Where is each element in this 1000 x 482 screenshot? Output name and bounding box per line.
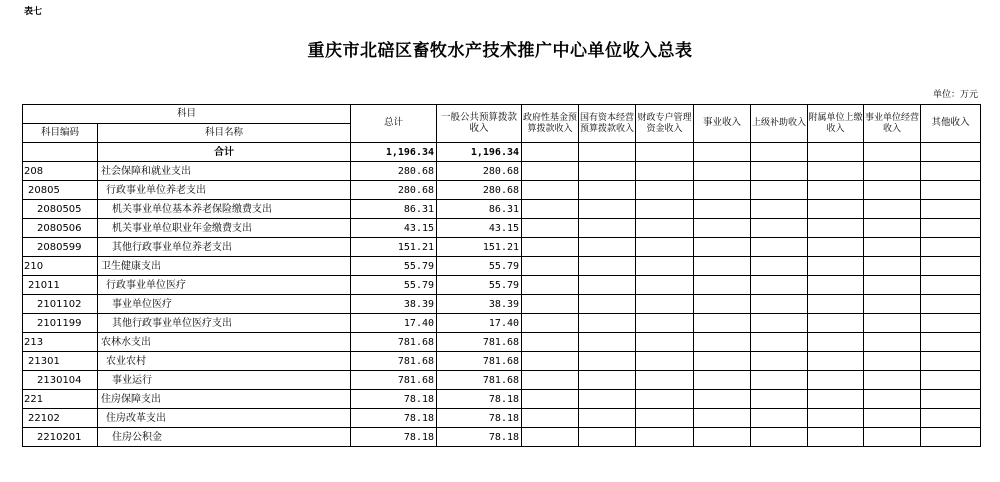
empty-cell — [864, 428, 921, 447]
table-row — [23, 295, 981, 314]
total-cell — [522, 143, 579, 162]
header-row-top — [23, 105, 981, 124]
empty-cell — [864, 276, 921, 295]
empty-cell — [864, 219, 921, 238]
subject-code: 2101199 — [23, 314, 98, 333]
subject-name: 住房改革支出 — [98, 409, 351, 428]
empty-cell — [522, 276, 579, 295]
empty-cell — [694, 409, 751, 428]
income-summary-table — [22, 104, 981, 447]
table-row — [23, 181, 981, 200]
empty-cell — [636, 409, 694, 428]
total-cell — [694, 143, 751, 162]
empty-cell — [921, 428, 981, 447]
empty-cell — [522, 295, 579, 314]
general-budget-value: 43.15 — [437, 219, 522, 238]
total-value: 78.18 — [351, 390, 437, 409]
header-superior-subsidy: 上级补助收入 — [751, 105, 808, 143]
total-value: 38.39 — [351, 295, 437, 314]
total-value: 781.68 — [351, 371, 437, 390]
empty-cell — [694, 257, 751, 276]
general-budget-value: 55.79 — [437, 276, 522, 295]
total-general-budget: 1,196.34 — [437, 143, 522, 162]
total-cell — [808, 143, 864, 162]
header-operating: 事业单位经营收入 — [864, 105, 921, 143]
empty-cell — [751, 276, 808, 295]
empty-cell — [808, 409, 864, 428]
total-value: 151.21 — [351, 238, 437, 257]
subject-code: 221 — [23, 390, 98, 409]
empty-cell — [751, 200, 808, 219]
general-budget-value: 280.68 — [437, 181, 522, 200]
empty-cell — [808, 200, 864, 219]
empty-cell — [579, 219, 636, 238]
empty-cell — [751, 314, 808, 333]
subject-name: 农业农村 — [98, 352, 351, 371]
empty-cell — [864, 200, 921, 219]
empty-cell — [636, 200, 694, 219]
empty-cell — [636, 219, 694, 238]
total-label: 合计 — [98, 143, 351, 162]
empty-cell — [694, 276, 751, 295]
empty-cell — [694, 200, 751, 219]
empty-cell — [579, 390, 636, 409]
empty-cell — [808, 352, 864, 371]
subject-name: 机关事业单位基本养老保险缴费支出 — [98, 200, 351, 219]
header-subject: 科目 — [23, 105, 351, 124]
empty-cell — [522, 428, 579, 447]
subject-name: 住房公积金 — [98, 428, 351, 447]
empty-cell — [808, 295, 864, 314]
general-budget-value: 280.68 — [437, 162, 522, 181]
empty-cell — [808, 428, 864, 447]
header-state-capital: 国有资本经营预算拨款收入 — [579, 105, 636, 143]
subject-code: 20805 — [23, 181, 98, 200]
subject-code: 2210201 — [23, 428, 98, 447]
empty-cell — [694, 390, 751, 409]
total-value: 55.79 — [351, 257, 437, 276]
general-budget-value: 781.68 — [437, 352, 522, 371]
empty-cell — [522, 409, 579, 428]
empty-cell — [579, 162, 636, 181]
general-budget-value: 17.40 — [437, 314, 522, 333]
empty-cell — [694, 219, 751, 238]
empty-cell — [751, 219, 808, 238]
total-row — [23, 143, 981, 162]
subject-name: 其他行政事业单位养老支出 — [98, 238, 351, 257]
empty-cell — [751, 162, 808, 181]
empty-cell — [921, 314, 981, 333]
empty-cell — [808, 276, 864, 295]
subject-code: 21301 — [23, 352, 98, 371]
header-business: 事业收入 — [694, 105, 751, 143]
empty-cell — [694, 333, 751, 352]
empty-cell — [751, 295, 808, 314]
subject-code: 213 — [23, 333, 98, 352]
general-budget-value: 86.31 — [437, 200, 522, 219]
subject-name: 机关事业单位职业年金缴费支出 — [98, 219, 351, 238]
total-total: 1,196.34 — [351, 143, 437, 162]
empty-cell — [751, 371, 808, 390]
empty-cell — [579, 428, 636, 447]
table-row — [23, 219, 981, 238]
empty-cell — [522, 371, 579, 390]
empty-cell — [636, 257, 694, 276]
empty-cell — [921, 238, 981, 257]
empty-cell — [864, 257, 921, 276]
empty-cell — [921, 390, 981, 409]
empty-cell — [636, 428, 694, 447]
header-gov-fund: 政府性基金预算拨款收入 — [522, 105, 579, 143]
header-general-budget: 一般公共预算拨款收入 — [437, 105, 522, 143]
empty-cell — [522, 314, 579, 333]
empty-cell — [694, 295, 751, 314]
empty-cell — [921, 181, 981, 200]
subject-name: 事业运行 — [98, 371, 351, 390]
empty-cell — [921, 200, 981, 219]
subject-code: 2130104 — [23, 371, 98, 390]
total-cell — [864, 143, 921, 162]
empty-cell — [636, 314, 694, 333]
header-code: 科目编码 — [23, 124, 98, 143]
empty-cell — [694, 181, 751, 200]
total-value: 280.68 — [351, 181, 437, 200]
empty-cell — [579, 181, 636, 200]
empty-cell — [694, 162, 751, 181]
table-row — [23, 371, 981, 390]
empty-cell — [636, 181, 694, 200]
unit-label: 单位：万元 — [932, 90, 978, 100]
empty-cell — [579, 333, 636, 352]
subject-code: 21011 — [23, 276, 98, 295]
empty-cell — [864, 314, 921, 333]
subject-code: 2101102 — [23, 295, 98, 314]
subject-name: 农林水支出 — [98, 333, 351, 352]
empty-cell — [522, 181, 579, 200]
empty-cell — [694, 352, 751, 371]
empty-cell — [808, 181, 864, 200]
subject-name: 行政事业单位医疗 — [98, 276, 351, 295]
empty-cell — [864, 238, 921, 257]
empty-cell — [864, 409, 921, 428]
empty-cell — [636, 390, 694, 409]
general-budget-value: 78.18 — [437, 428, 522, 447]
subject-code: 2080505 — [23, 200, 98, 219]
general-budget-value: 781.68 — [437, 333, 522, 352]
subject-name: 社会保障和就业支出 — [98, 162, 351, 181]
empty-cell — [921, 409, 981, 428]
empty-cell — [636, 333, 694, 352]
general-budget-value: 55.79 — [437, 257, 522, 276]
empty-cell — [808, 162, 864, 181]
empty-cell — [636, 276, 694, 295]
table-row — [23, 314, 981, 333]
empty-cell — [751, 409, 808, 428]
empty-cell — [921, 276, 981, 295]
general-budget-value: 78.18 — [437, 409, 522, 428]
total-value: 78.18 — [351, 409, 437, 428]
empty-cell — [808, 390, 864, 409]
subject-name: 事业单位医疗 — [98, 295, 351, 314]
empty-cell — [694, 314, 751, 333]
empty-cell — [579, 200, 636, 219]
empty-cell — [864, 181, 921, 200]
general-budget-value: 151.21 — [437, 238, 522, 257]
empty-cell — [522, 257, 579, 276]
empty-cell — [751, 238, 808, 257]
empty-cell — [808, 314, 864, 333]
empty-cell — [579, 352, 636, 371]
empty-cell — [636, 371, 694, 390]
empty-cell — [808, 219, 864, 238]
subject-name: 其他行政事业单位医疗支出 — [98, 314, 351, 333]
empty-cell — [522, 390, 579, 409]
empty-cell — [636, 295, 694, 314]
header-fiscal-special: 财政专户管理资金收入 — [636, 105, 694, 143]
table-row — [23, 428, 981, 447]
empty-cell — [579, 371, 636, 390]
empty-cell — [522, 200, 579, 219]
table-row — [23, 390, 981, 409]
empty-cell — [921, 352, 981, 371]
total-value: 86.31 — [351, 200, 437, 219]
empty-cell — [636, 352, 694, 371]
empty-cell — [579, 238, 636, 257]
empty-cell — [921, 333, 981, 352]
empty-cell — [751, 333, 808, 352]
empty-cell — [751, 428, 808, 447]
empty-cell — [921, 371, 981, 390]
general-budget-value: 78.18 — [437, 390, 522, 409]
empty-cell — [864, 295, 921, 314]
empty-cell — [522, 238, 579, 257]
empty-cell — [522, 352, 579, 371]
subject-name: 卫生健康支出 — [98, 257, 351, 276]
empty-cell — [864, 162, 921, 181]
empty-cell — [864, 352, 921, 371]
empty-cell — [808, 333, 864, 352]
total-value: 43.15 — [351, 219, 437, 238]
empty-cell — [864, 390, 921, 409]
total-code-cell — [23, 143, 98, 162]
empty-cell — [921, 162, 981, 181]
subject-code: 2080506 — [23, 219, 98, 238]
table-row — [23, 333, 981, 352]
subject-code: 208 — [23, 162, 98, 181]
empty-cell — [579, 409, 636, 428]
empty-cell — [751, 257, 808, 276]
table-row — [23, 257, 981, 276]
empty-cell — [579, 295, 636, 314]
total-value: 78.18 — [351, 428, 437, 447]
empty-cell — [579, 314, 636, 333]
subject-code: 210 — [23, 257, 98, 276]
table-row — [23, 352, 981, 371]
table-row — [23, 409, 981, 428]
empty-cell — [808, 257, 864, 276]
empty-cell — [864, 371, 921, 390]
table-number-label: 表七 — [24, 7, 43, 17]
empty-cell — [636, 238, 694, 257]
general-budget-value: 38.39 — [437, 295, 522, 314]
empty-cell — [921, 219, 981, 238]
empty-cell — [751, 352, 808, 371]
table-row — [23, 162, 981, 181]
header-total: 总计 — [351, 105, 437, 143]
empty-cell — [694, 371, 751, 390]
empty-cell — [864, 333, 921, 352]
total-cell — [751, 143, 808, 162]
empty-cell — [751, 390, 808, 409]
empty-cell — [751, 181, 808, 200]
subject-code: 2080599 — [23, 238, 98, 257]
total-value: 17.40 — [351, 314, 437, 333]
empty-cell — [694, 428, 751, 447]
header-other: 其他收入 — [921, 105, 981, 143]
total-value: 55.79 — [351, 276, 437, 295]
empty-cell — [921, 257, 981, 276]
table-row — [23, 276, 981, 295]
empty-cell — [522, 219, 579, 238]
page-title: 重庆市北碚区畜牧水产技术推广中心单位收入总表 — [307, 41, 693, 61]
total-value: 280.68 — [351, 162, 437, 181]
subject-name: 住房保障支出 — [98, 390, 351, 409]
table-row — [23, 238, 981, 257]
total-cell — [579, 143, 636, 162]
general-budget-value: 781.68 — [437, 371, 522, 390]
empty-cell — [694, 238, 751, 257]
header-affiliated: 附属单位上缴收入 — [808, 105, 864, 143]
table-row — [23, 200, 981, 219]
empty-cell — [921, 295, 981, 314]
subject-name: 行政事业单位养老支出 — [98, 181, 351, 200]
total-value: 781.68 — [351, 333, 437, 352]
empty-cell — [636, 162, 694, 181]
empty-cell — [579, 257, 636, 276]
header-name: 科目名称 — [98, 124, 351, 143]
subject-code: 22102 — [23, 409, 98, 428]
empty-cell — [522, 162, 579, 181]
empty-cell — [808, 238, 864, 257]
empty-cell — [808, 371, 864, 390]
total-value: 781.68 — [351, 352, 437, 371]
total-cell — [636, 143, 694, 162]
empty-cell — [522, 333, 579, 352]
empty-cell — [579, 276, 636, 295]
total-cell — [921, 143, 981, 162]
